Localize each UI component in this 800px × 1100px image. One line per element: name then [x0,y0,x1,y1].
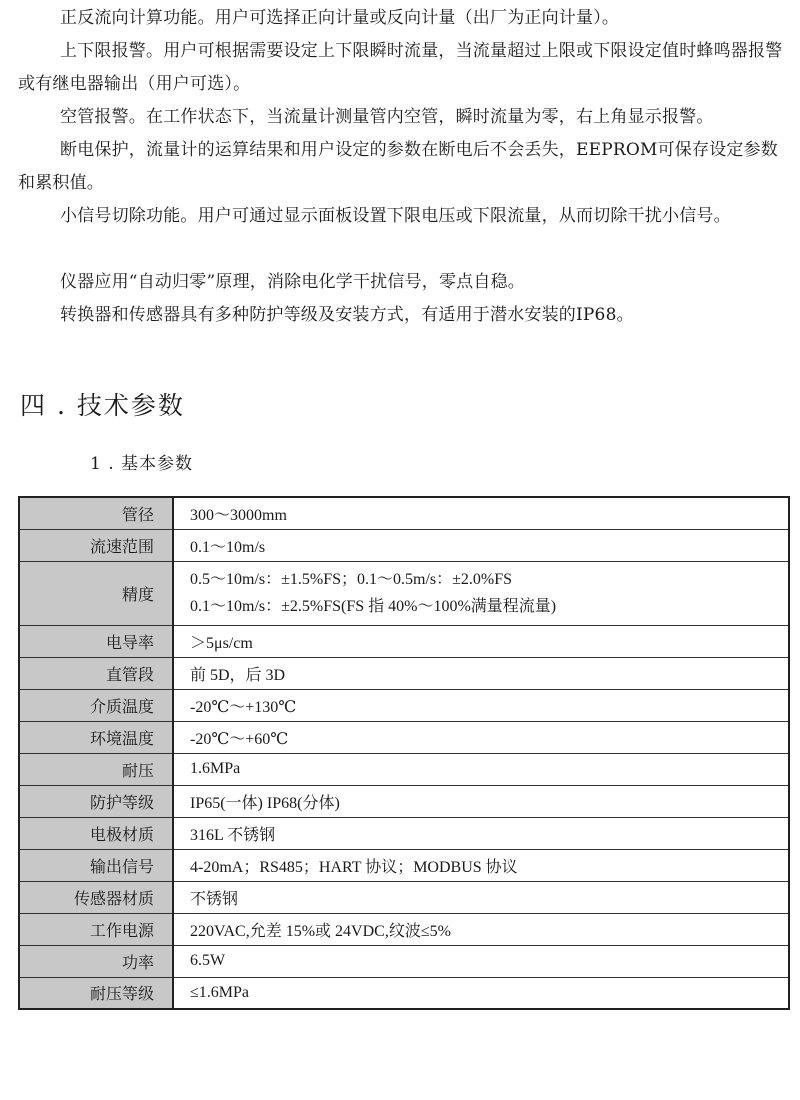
intro-paragraph-small-signal-cutoff: 小信号切除功能。用户可通过显示面板设置下限电压或下限流量，从而切除干扰小信号。 [60,206,731,226]
intro-paragraph-limit-alarm: 上下限报警。用户可根据需要设定上下限瞬时流量，当流量超过上限或下限设定值时蜂鸣器报警或有继电器输出（用户可选）。 [18,41,783,94]
section-title: 四 . 技术参数 [20,391,185,420]
spec-label: 管径 [19,497,173,529]
section-subtitle: 1 . 基本参数 [90,454,194,474]
spec-label: 介质温度 [19,689,173,721]
spec-value: 300～3000mm [173,497,789,529]
spec-value: 316L 不锈钢 [173,817,789,849]
spec-value: 6.5W [173,945,789,977]
table-row [19,817,789,849]
table-row [19,753,789,785]
table-row [19,913,789,945]
spec-label: 电极材质 [19,817,173,849]
spec-value-line-2: 0.1～10m/s：±2.5%FS(FS 指 40%～100%满量程流量) [190,598,557,615]
spec-label: 耐压等级 [19,977,173,1009]
spec-value: ＞5μs/cm [173,625,789,657]
spec-label: 输出信号 [19,849,173,881]
spec-value: -20℃～+60℃ [173,721,789,753]
table-row [19,689,789,721]
spec-label: 流速范围 [19,529,173,561]
intro-paragraph-protection-levels: 转换器和传感器具有多种防护等级及安装方式，有适用于潜水安装的IP68。 [60,305,634,325]
spec-label: 电导率 [19,625,173,657]
table-row [19,529,789,561]
table-row [19,625,789,657]
intro-paragraph-empty-pipe-alarm: 空管报警。在工作状态下，当流量计测量管内空管，瞬时流量为零，右上角显示报警。 [60,107,714,127]
spec-label: 精度 [19,561,173,625]
spec-value: 4-20mA；RS485；HART 协议；MODBUS 协议 [173,849,789,881]
table-row [19,977,789,1009]
table-row [19,561,789,625]
spec-label: 传感器材质 [19,881,173,913]
spec-value: IP65(一体) IP68(分体) [173,785,789,817]
spec-value: ≤1.6MPa [173,977,789,1009]
intro-paragraph-auto-zero: 仪器应用“自动归零”原理，消除电化学干扰信号，零点自稳。 [60,272,525,292]
spec-value: 不锈钢 [173,881,789,913]
spec-label: 环境温度 [19,721,173,753]
table-row [19,945,789,977]
spec-label: 防护等级 [19,785,173,817]
spec-value: -20℃～+130℃ [173,689,789,721]
spec-value: 0.1～10m/s [173,529,789,561]
spec-label: 耐压 [19,753,173,785]
spec-value: 220VAC,允差 15%或 24VDC,纹波≤5% [173,913,789,945]
intro-paragraph-power-off-protection: 断电保护，流量计的运算结果和用户设定的参数在断电后不会丢失，EEPROM可保存设定参数和累积值。 [18,140,778,193]
intro-paragraph-flow-direction: 正反流向计算功能。用户可选择正向计量或反向计量（出厂为正向计量）。 [60,8,620,28]
table-row [19,881,789,913]
spec-value-multiline [173,561,789,625]
table-row [19,721,789,753]
spec-value: 前 5D，后 3D [173,657,789,689]
spec-value: 1.6MPa [173,753,789,785]
spec-value-line-1: 0.5～10m/s：±1.5%FS；0.1～0.5m/s：±2.0%FS [190,571,513,588]
spec-label: 直管段 [19,657,173,689]
spec-label: 工作电源 [19,913,173,945]
table-row [19,849,789,881]
table-row [19,497,789,529]
table-row [19,785,789,817]
spec-label: 功率 [19,945,173,977]
table-row [19,657,789,689]
spec-table [18,496,790,1010]
